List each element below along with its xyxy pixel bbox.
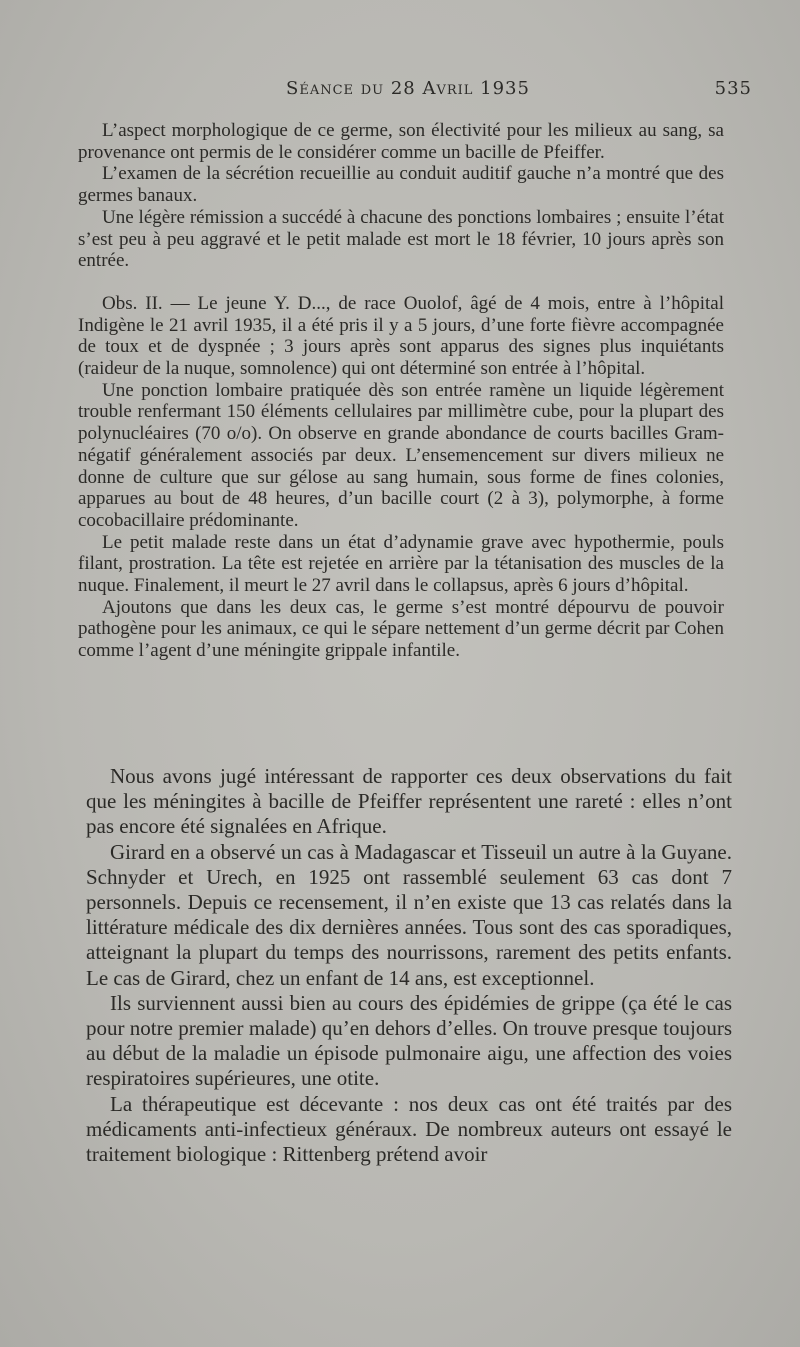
- paragraph-lumbar-puncture: Une ponction lombaire pratiquée dès son entrée ramène un liquide légèrement trouble renfermant 150 éléments cellulaires par millimètre cube, pour la plupart des polynucléaires (70 o/o). On observe en grande abondance de courts bacilles Gram-négatif généralement associés par deux. L’ensemencement sur divers milieux ne donne de culture que sur gélose au sang humain, sous forme de fines colonies, apparues au bout de 48 heures, d’un bacille court (2 à 3), polymorphe, à forme cocobacillaire prédominante.: [78, 379, 724, 531]
- paragraph-germ-morphology: L’aspect morphologique de ce germe, son électivité pour les milieux au sang, sa provenance ont permis de le considérer comme un bacille de Pfeiffer.: [78, 120, 724, 163]
- page-header: [286, 78, 752, 108]
- paragraph-pathogenicity: Ajoutons que dans les deux cas, le germe s’est montré dépourvu de pouvoir pathogène pour les animaux, ce qui le sépare nettement d’un germe décrit par Cohen comme l’agent d’une méningite grippale infantile.: [78, 596, 724, 662]
- paragraph-observation-ii: Obs. II. — Le jeune Y. D..., de race Ouolof, âgé de 4 mois, entre à l’hôpital Indigène le 21 avril 1935, il a été pris il y a 5 jours, d’une forte fièvre accompagnée de toux et de dyspnée ; 3 jours après sont apparus des signes plus inquiétants (raideur de la nuque, somnolence) qui ont déterminé son entrée à l’hôpital.: [78, 292, 724, 380]
- running-title: Séance du 28 Avril 1935: [286, 78, 530, 99]
- paragraph-ear-secretion: L’examen de la sécrétion recueillie au conduit auditif gauche n’a montré que des germes banaux.: [78, 163, 724, 207]
- paragraph-therapeutics: La thérapeutique est décevante : nos deux cas ont été traités par des médicaments anti-infectieux généraux. De nombreux auteurs ont essayé le traitement biologique : Rittenberg prétend avoir: [86, 1091, 732, 1167]
- paragraph-influenza-epidemics: Ils surviennent aussi bien au cours des épidémies de grippe (ça été le cas pour notre premier malade) qu’en dehors d’elles. On trouve presque toujours au début de la maladie un épisode pulmonaire aigu, une affection des voies respiratoires supérieures, une otite.: [86, 990, 732, 1091]
- page-number: 535: [714, 78, 752, 99]
- paragraph-literature-cases: Girard en a observé un cas à Madagascar et Tisseuil un autre à la Guyane. Schnyder et Urech, en 1925 ont rassemblé seulement 63 cas dont 7 personnels. Depuis ce recensement, il n’en existe que 13 cas relatés dans la littérature médicale des dix dernières années. Tous sont des cas sporadiques, atteignant la plupart du temps des nourrissons, rarement des petits enfants. Le cas de Girard, chez un enfant de 14 ans, est exceptionnel.: [86, 839, 732, 990]
- discussion-text: [86, 764, 732, 1167]
- observation-text: [78, 120, 724, 662]
- paragraph-rarity: Nous avons jugé intéressant de rapporter ces deux observations du fait que les méningites à bacille de Pfeiffer représentent une rareté : elles n’ont pas encore été signalées en Afrique.: [86, 764, 732, 839]
- paragraph-adynamia: Le petit malade reste dans un état d’adynamie grave avec hypothermie, pouls filant, prostration. La tête est rejetée en arrière par la tétanisation des muscles de la nuque. Finalement, il meurt le 27 avril dans le collapsus, après 6 jours d’hôpital.: [78, 531, 724, 597]
- paragraph-remission: Une légère rémission a succédé à chacune des ponctions lombaires ; ensuite l’état s’est peu à peu aggravé et le petit malade est mort le 18 février, 10 jours après son entrée.: [78, 206, 724, 272]
